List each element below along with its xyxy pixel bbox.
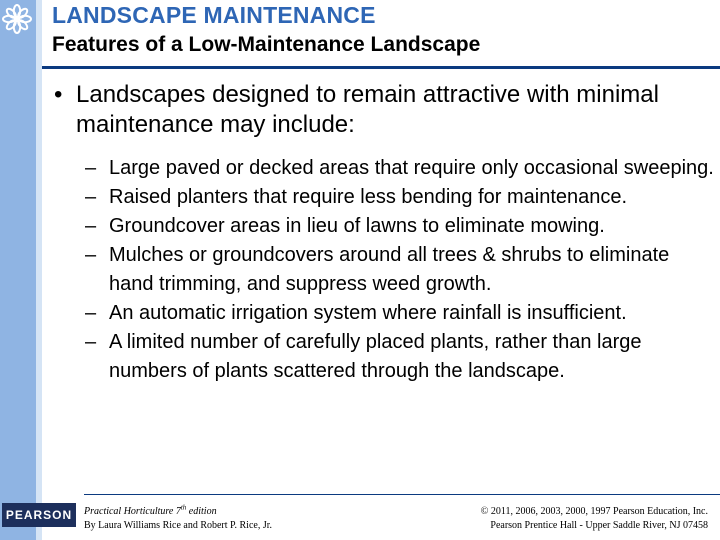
- main-bullet: [54, 80, 714, 140]
- sub-bullet-text: A limited number of carefully placed plants, rather than large numbers of plants scattered through the landscape.: [109, 331, 642, 382]
- book-title: Practical Horticulture 7th edition: [84, 503, 217, 517]
- dash-marker: –: [85, 157, 97, 179]
- sub-bullet-item: [54, 241, 714, 299]
- slide-subtitle: Features of a Low-Maintenance Landscape: [52, 33, 481, 56]
- footer-copyright: [481, 505, 708, 533]
- pearson-logo: PEARSON: [2, 503, 76, 527]
- book-authors: By Laura Williams Rice and Robert P. Rice, Jr.: [84, 520, 272, 531]
- bullet-marker: •: [54, 81, 63, 108]
- dash-marker: –: [85, 331, 97, 353]
- slide-body: [54, 80, 714, 386]
- title-divider: [42, 66, 720, 69]
- footer-citation: [84, 505, 272, 533]
- sub-bullet-text: Raised planters that require less bending for maintenance.: [109, 186, 628, 208]
- sub-bullet-item: [54, 328, 714, 386]
- sub-bullet-text: Large paved or decked areas that require only occasional sweeping.: [109, 157, 714, 179]
- dash-marker: –: [85, 302, 97, 324]
- sub-bullet-text: Mulches or groundcovers around all trees & shrubs to eliminate hand trimming, and suppress weed growth.: [109, 244, 670, 295]
- sub-bullet-text: An automatic irrigation system where rainfall is insufficient.: [109, 302, 627, 324]
- dash-marker: –: [85, 215, 97, 237]
- slide-title: LANDSCAPE MAINTENANCE: [52, 2, 376, 28]
- sub-bullet-item: [54, 183, 714, 212]
- sub-bullet-text: Groundcover areas in lieu of lawns to eliminate mowing.: [109, 215, 605, 237]
- sub-bullet-list: [54, 154, 714, 386]
- publisher-line: Pearson Prentice Hall - Upper Saddle River, NJ 07458: [490, 520, 708, 531]
- sub-bullet-item: [54, 212, 714, 241]
- dash-marker: –: [85, 186, 97, 208]
- flower-icon: [1, 3, 33, 35]
- copyright-line: © 2011, 2006, 2003, 2000, 1997 Pearson Education, Inc.: [480, 506, 708, 517]
- footer-divider: [84, 494, 720, 495]
- left-stripe: [0, 0, 36, 540]
- dash-marker: –: [85, 244, 97, 266]
- sub-bullet-item: [54, 299, 714, 328]
- left-stripe-accent: [36, 0, 42, 540]
- main-bullet-text: Landscapes designed to remain attractive with minimal maintenance may include:: [76, 81, 659, 138]
- sub-bullet-item: [54, 154, 714, 183]
